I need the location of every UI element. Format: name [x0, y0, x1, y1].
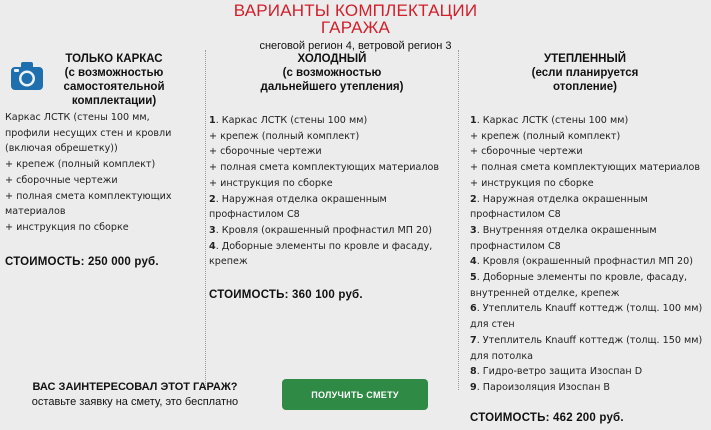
get-estimate-button[interactable]: ПОЛУЧИТЬ СМЕТУ	[282, 379, 428, 410]
list-item	[470, 301, 710, 317]
item-number: 3	[470, 224, 477, 236]
item-number: 2	[470, 193, 477, 205]
item-text: . Доборные элементы по кровле и фасаду,	[215, 240, 433, 252]
cta-question: ВАС ЗАИНТЕРЕСОВАЛ ЭТОТ ГАРАЖ?	[32, 381, 238, 393]
heading-line: комплектации)	[71, 95, 157, 107]
list-item	[5, 173, 200, 189]
column-divider-1	[205, 50, 206, 390]
item-text: (включая обрешетку))	[5, 143, 118, 155]
list-item	[5, 189, 200, 205]
item-text: + сборочные чертежи	[470, 146, 583, 158]
list-item	[5, 141, 200, 157]
camera-icon	[10, 61, 44, 91]
item-text: + инструкция по сборке	[5, 221, 129, 233]
heading-line: самостоятельной	[63, 81, 165, 93]
column-heading-frame-only	[50, 52, 178, 108]
item-text: профнастилом С8	[470, 209, 561, 221]
column-heading-insulated	[459, 52, 711, 94]
item-text: . Кровля (окрашенный профнастил МП 20)	[215, 224, 432, 236]
item-number: 7	[470, 334, 477, 346]
list-item	[5, 110, 200, 126]
item-text: . Утеплитель Knauff коттедж (толщ. 100 мм)	[476, 303, 703, 315]
item-text: . Внутренняя отделка окрашенным	[476, 224, 657, 236]
item-text: крепеж	[209, 256, 248, 268]
list-item	[5, 126, 200, 142]
list-item	[470, 349, 710, 365]
cta-subtext: оставьте заявку на смету, это бесплатно	[31, 396, 239, 408]
item-text: профнастилом С8	[470, 240, 561, 252]
item-text: + полная смета комплектующих материалов	[470, 162, 701, 174]
item-text: + крепеж (полный комплект)	[470, 130, 621, 142]
list-item	[470, 129, 710, 145]
list-item	[470, 270, 710, 286]
heading-line: (с возможностью	[282, 67, 382, 79]
item-text: . Утеплитель Knauff коттедж (толщ. 150 мм)	[476, 334, 703, 346]
item-number: 8	[470, 366, 477, 378]
item-text: профнастилом С8	[209, 209, 300, 221]
item-text: + полная смета комплектующих	[5, 190, 172, 202]
item-number: 9	[470, 381, 477, 393]
item-text: . Пароизоляция Изоспан В	[476, 381, 611, 393]
title-line-2: ГАРАЖА	[320, 18, 391, 37]
item-text: для стен	[470, 319, 515, 331]
list-item	[470, 160, 710, 176]
heading-line: ХОЛОДНЫЙ	[297, 53, 367, 65]
list-item	[209, 144, 454, 160]
list-item	[470, 380, 710, 396]
heading-line: отопление)	[553, 81, 617, 93]
list-item	[470, 364, 710, 380]
feature-list-frame-only	[5, 110, 200, 236]
price-insulated: СТОИМОСТЬ: 462 200 руб.	[470, 412, 624, 424]
item-number: 5	[470, 272, 477, 284]
page-title	[0, 2, 711, 36]
item-number: 4	[209, 240, 216, 252]
item-text: + сборочные чертежи	[5, 174, 118, 186]
list-item	[470, 317, 710, 333]
list-item	[470, 192, 710, 208]
list-item	[209, 223, 454, 239]
heading-line: дальнейшего утепления)	[260, 81, 404, 93]
heading-line: УТЕПЛЕННЫЙ	[544, 53, 626, 65]
list-item	[209, 254, 454, 270]
list-item	[5, 157, 200, 173]
item-text: . Наружная отделка окрашенным	[476, 193, 648, 205]
item-number: 2	[209, 193, 216, 205]
page-subtitle: снеговой регион 4, ветровой регион 3	[259, 40, 452, 52]
list-item	[209, 207, 454, 223]
item-text: . Каркас ЛСТК (стены 100 мм)	[215, 115, 368, 126]
list-item	[470, 286, 710, 302]
item-number: 4	[470, 256, 477, 268]
list-item	[209, 192, 454, 208]
heading-line: ТОЛЬКО КАРКАС	[65, 53, 163, 65]
item-text: . Наружная отделка окрашенным	[215, 193, 387, 205]
item-text: материалов	[5, 206, 66, 218]
list-item	[470, 239, 710, 255]
list-item	[470, 254, 710, 270]
item-text: + крепеж (полный комплект)	[209, 130, 360, 142]
item-number: 1	[470, 115, 477, 126]
column-heading-cold	[206, 52, 458, 94]
item-text: внутренней отделке, крепеж	[470, 287, 620, 299]
price-cold: СТОИМОСТЬ: 360 100 руб.	[209, 289, 363, 301]
list-item	[209, 129, 454, 145]
item-text: профили несущих стен и кровли	[5, 127, 172, 139]
list-item	[470, 207, 710, 223]
item-number: 6	[470, 303, 477, 315]
list-item	[470, 333, 710, 349]
list-item	[209, 176, 454, 192]
heading-line: (если планируется	[531, 67, 639, 79]
item-number: 1	[209, 115, 216, 126]
item-text: . Каркас ЛСТК (стены 100 мм)	[476, 115, 629, 126]
list-item	[470, 223, 710, 239]
price-frame-only: СТОИМОСТЬ: 250 000 руб.	[5, 256, 159, 268]
item-text: + полная смета комплектующих материалов	[209, 162, 440, 174]
item-text: + сборочные чертежи	[209, 146, 322, 158]
list-item	[470, 144, 710, 160]
item-text: + крепеж (полный комплект)	[5, 159, 156, 171]
item-text: . Кровля (окрашенный профнастил МП 20)	[476, 256, 693, 268]
feature-list-cold	[209, 113, 454, 270]
list-item	[5, 204, 200, 220]
item-text: + инструкция по сборке	[470, 177, 594, 189]
item-number: 3	[209, 224, 216, 236]
item-text: для потолка	[470, 350, 533, 362]
heading-line: (с возможностью	[64, 67, 164, 79]
list-item	[209, 113, 454, 129]
feature-list-insulated	[470, 113, 710, 396]
list-item	[470, 176, 710, 192]
list-item	[5, 220, 200, 236]
column-divider-2	[458, 50, 459, 390]
item-text: . Доборные элементы по кровле, фасаду,	[476, 272, 688, 284]
item-text: + инструкция по сборке	[209, 177, 333, 189]
list-item	[209, 160, 454, 176]
title-line-1: ВАРИАНТЫ КОМПЛЕКТАЦИИ	[233, 1, 478, 20]
item-text: Каркас ЛСТК (стены 100 мм,	[5, 112, 150, 123]
list-item	[470, 113, 710, 129]
item-text: . Гидро-ветро защита Изоспан D	[476, 366, 643, 378]
list-item	[209, 239, 454, 255]
